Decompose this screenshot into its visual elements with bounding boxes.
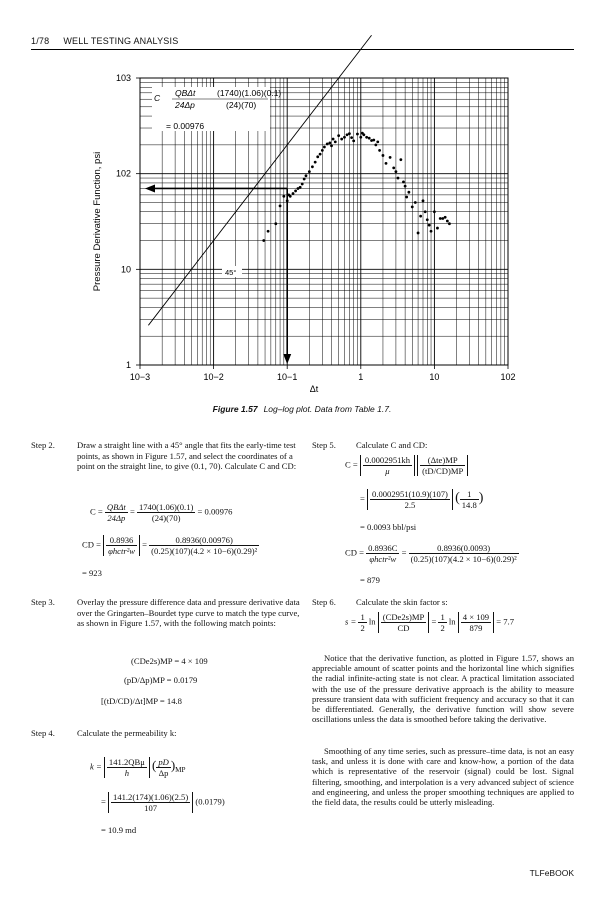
- data-point: [404, 185, 407, 188]
- step-5-number: Step 5.: [312, 440, 336, 450]
- data-point: [340, 138, 343, 141]
- step-6-number: Step 6.: [312, 597, 336, 607]
- eq-k2-den: 107: [144, 803, 158, 813]
- data-point: [385, 162, 388, 165]
- step-2-number: Step 2.: [31, 440, 55, 450]
- data-point: [274, 222, 277, 225]
- match-point-3: [(tD/CD)/Δt]MP = 14.8: [101, 696, 182, 706]
- data-point: [289, 195, 292, 198]
- eq-5a-den: μ: [385, 466, 390, 476]
- data-point: [301, 183, 304, 186]
- equation-CD: [82, 535, 259, 556]
- step-5-text: Calculate C and CD:: [356, 440, 428, 450]
- eq-k-paren-close: ): [170, 757, 176, 773]
- eq-C-num: QBΔt: [106, 502, 126, 512]
- eq-CD-lhs: CD =: [82, 539, 101, 550]
- eq-6-num2: 4 × 109: [462, 612, 490, 622]
- eq-5a-lhs: C =: [345, 459, 358, 470]
- equation-k: [90, 757, 186, 778]
- eq-C-result: = 0.00976: [197, 506, 233, 517]
- data-point: [411, 205, 414, 208]
- figure-caption: [0, 404, 604, 414]
- slope-label: 45°: [225, 268, 237, 277]
- data-point: [305, 174, 308, 177]
- eq-k2-bracket: [108, 792, 193, 813]
- data-point: [407, 191, 410, 194]
- data-point: [436, 227, 439, 230]
- eq-6-half2: [438, 612, 446, 633]
- figure-label: Figure 1.57: [212, 404, 258, 414]
- data-point: [382, 154, 385, 157]
- eq-6-ln2: ln: [448, 616, 456, 627]
- data-point: [426, 218, 429, 221]
- data-point: [441, 217, 444, 220]
- figure-caption-text: Log–log plot. Data from Table 1.7.: [263, 404, 392, 414]
- book-title: WELL TESTING ANALYSIS: [63, 36, 179, 46]
- eq-k-f2den: Δp: [158, 768, 169, 778]
- step-6: [312, 597, 574, 608]
- step-3: [31, 597, 301, 629]
- data-point: [417, 232, 420, 235]
- data-point: [348, 132, 351, 135]
- match-point-1: (CDe2s)MP = 4 × 109: [131, 656, 208, 666]
- step-2: [31, 440, 301, 472]
- eq-5d-frac2: [409, 543, 519, 564]
- data-point: [395, 170, 398, 173]
- data-point: [392, 166, 395, 169]
- data-point: [397, 177, 400, 180]
- equation-C: [90, 502, 232, 523]
- paragraph-1: Notice that the derivative function, as plotted in Figure 1.57, shows an appreciable amount of scatter points and the horizontal line which signifies the radial infinite-acting state is not clear. A practical limitation associated with the use of the pressure derivative approach is the ability to measure pressure transient data with sufficient frequency and accuracy so that it can be differentiated. Generally, the derivative function will show severe oscillations unless the data is smoothed before taking the derivative.: [312, 653, 574, 725]
- data-point: [294, 190, 297, 193]
- data-point: [402, 181, 405, 184]
- data-point: [424, 210, 427, 213]
- eq-6-bracket: [378, 612, 430, 633]
- data-point: [356, 133, 359, 136]
- eq-5d-frac1: [366, 543, 399, 564]
- equation-5b: = $\frac{0.0002951(10.9)(107)}{2.5}$ ( $\frac{1}{14.8}$ ): [360, 489, 484, 510]
- eq-CD-den2: (0.25)(107)(4.2 × 10−6)(0.29)²: [151, 546, 258, 556]
- step-4: [31, 728, 301, 739]
- formula-result: = 0.00976: [166, 121, 205, 131]
- data-point: [446, 220, 449, 223]
- eq-6-result: = 7.7: [496, 616, 515, 627]
- eq-C-den: 24Δp: [107, 513, 126, 523]
- data-point: [389, 156, 392, 159]
- data-point: [321, 149, 324, 152]
- x-axis-label: Δt: [309, 384, 319, 394]
- eq-C-lhs: C =: [90, 506, 103, 517]
- eq-6-den2: 879: [469, 623, 483, 633]
- data-point: [378, 149, 381, 152]
- eq-C-num2: 1740(1.06)(0.1): [138, 502, 194, 512]
- eq-6-den: CD: [397, 623, 410, 633]
- eq-5d-num2: 0.8936(0.0093): [409, 543, 519, 554]
- eq-C-frac2: [137, 502, 195, 523]
- data-point: [372, 139, 375, 142]
- eq-6-lhs: s =: [345, 616, 357, 627]
- eq-k-result: = 10.9 md: [101, 825, 137, 835]
- data-point: [422, 199, 425, 202]
- data-point: [352, 140, 355, 143]
- data-point: [316, 155, 319, 158]
- equation-k-2: = $\frac{141.2(174)(1.06)(2.5)}{107}$ (0.0179): [101, 792, 225, 813]
- eq-6-bracket2: [458, 612, 494, 633]
- x-tick-label: 10−3: [129, 372, 151, 382]
- data-point: [350, 136, 353, 139]
- data-point: [319, 153, 322, 156]
- data-point: [328, 141, 331, 144]
- data-point: [326, 142, 329, 145]
- eq-C-den2: (24)(70): [151, 513, 181, 523]
- eq-CD-frac2: [149, 535, 259, 556]
- formula-top-left: QBΔt: [175, 88, 196, 98]
- eq-6-half2-num: 1: [440, 612, 445, 622]
- eq-k-mp: MP: [175, 766, 186, 775]
- eq-CD-eq: =: [142, 539, 148, 550]
- eq-CD-num2: 0.8936(0.00976): [149, 535, 259, 546]
- match-arrowhead-down: [283, 354, 291, 364]
- data-point: [314, 161, 317, 164]
- eq-5d-den: φhctr²w: [369, 554, 397, 564]
- eq-k-lhs: k =: [90, 761, 102, 772]
- y-tick-label: 10: [120, 264, 131, 275]
- eq-5a-num: 0.0002951kh: [364, 455, 411, 465]
- eq-k2-num: 141.2(174)(1.06)(2.5): [113, 792, 189, 802]
- footer-text: TLFeBOOK: [529, 868, 574, 878]
- y-axis-label: Pressure Derivative Function, psi: [92, 151, 103, 292]
- eq-5b-bracket: [367, 489, 453, 510]
- equation-5a: [345, 455, 468, 476]
- formula-bottom-left: 24Δp: [175, 100, 195, 110]
- data-point: [308, 170, 311, 173]
- eq-5b-f2den: 14.8: [461, 500, 477, 510]
- eq-6-half2-den: 2: [440, 623, 445, 633]
- eq-CD-num: 0.8936: [106, 535, 137, 546]
- eq-k2-tail: (0.0179): [195, 796, 225, 807]
- data-point: [286, 199, 289, 202]
- data-point: [279, 205, 282, 208]
- data-point: [362, 133, 365, 136]
- formula-top-right: (1740)(1.06)(0.1): [217, 88, 282, 98]
- step-3-text: Overlay the pressure difference data and pressure derivative data over the Gringarten–Bourdet type curve to match the type curve, as shown in Figure 1.57, with the following match points:: [77, 597, 300, 629]
- y-tick-label: 1: [125, 360, 131, 370]
- eq-6-half-num: 1: [360, 612, 365, 622]
- data-point: [414, 201, 417, 204]
- step-4-number: Step 4.: [31, 728, 55, 738]
- eq-CD-bracket: [103, 535, 140, 556]
- data-point: [376, 140, 379, 143]
- eq-C-eq: =: [129, 506, 135, 517]
- data-point: [267, 230, 270, 233]
- eq-5d-lhs: CD =: [345, 547, 364, 558]
- eq-6-num: (CDe2s)MP: [382, 612, 425, 622]
- page-number: 1/78: [31, 36, 50, 46]
- data-point: [444, 216, 447, 219]
- eq-k-frac2: [156, 757, 171, 778]
- eq-k-den: h: [124, 768, 130, 778]
- data-point: [368, 137, 371, 140]
- data-point: [399, 158, 402, 161]
- eq-5b-frac2: [460, 489, 479, 510]
- step-2-text: Draw a straight line with a 45° angle that fits the early-time test points, as shown in Figure 1.57, and select the coordinates of a point on the straight line, to give (0.1, 70). Calculate C and CD:: [77, 440, 297, 472]
- y-tick-label: 102: [115, 168, 131, 179]
- x-tick-label: 10−2: [203, 372, 224, 382]
- equation-5c: = 0.0093 bbl/psi: [360, 522, 417, 532]
- step-5: [312, 440, 574, 451]
- eq-CD-result: = 923: [82, 568, 102, 578]
- data-point: [337, 134, 340, 137]
- data-point: [303, 178, 306, 181]
- data-point: [332, 138, 335, 141]
- formula-bottom-right: (24)(70): [226, 100, 257, 110]
- eq-5a-bracket: [360, 455, 415, 476]
- data-point: [334, 140, 337, 143]
- eq-5d-den2: (0.25)(107)(4.2 × 10−6)(0.29)²: [410, 554, 517, 564]
- data-point: [365, 136, 368, 139]
- data-point: [343, 136, 346, 139]
- eq-5b-num: 0.0002951(10.9)(107): [372, 489, 448, 499]
- data-point: [419, 215, 422, 218]
- x-tick-label: 1: [358, 372, 364, 382]
- unit-slope-line: [148, 35, 371, 325]
- eq-6-half: [358, 612, 366, 633]
- data-point: [405, 196, 408, 199]
- step-3-number: Step 3.: [31, 597, 55, 607]
- equation-5e: = 879: [360, 575, 380, 585]
- log-log-chart: [0, 0, 604, 400]
- eq-5b-den: 2.5: [404, 500, 416, 510]
- data-point: [439, 217, 442, 220]
- eq-5d-num: 0.8936C: [368, 543, 398, 553]
- eq-5b-f2num: 1: [460, 489, 479, 500]
- eq-C-frac1: [105, 502, 128, 523]
- eq-6-ln: ln: [368, 616, 376, 627]
- x-tick-label: 102: [500, 372, 516, 382]
- y-tick-label: 103: [115, 73, 131, 83]
- data-point: [292, 192, 295, 195]
- data-point: [433, 210, 436, 213]
- eq-k-paren-open: (: [151, 757, 157, 773]
- eq-k-num: 141.2QBμ: [108, 757, 145, 767]
- paragraph-2: Smoothing of any time series, such as pressure–time data, is not an easy task, and unless it is done with care and know-how, a portion of the data which is representative of the reservoir (signal) could be lost. Signal filtering, smoothing, and interpolation is a very advanced subject of science and engineering, and unless the proper smoothing techniques are applied to the field data, the results could be utterly misleading.: [312, 746, 574, 808]
- x-tick-label: 10: [429, 372, 440, 382]
- eq-k-f2num: pD: [158, 757, 169, 767]
- data-point: [311, 165, 314, 168]
- x-tick-label: 10−1: [277, 372, 298, 382]
- data-point: [299, 186, 302, 189]
- equation-6: s = $\frac{1}{2}$ ln $\frac{\text{(CDe2s)MP}}{CD}$ = $\frac{1}{2}$ ln $\frac{4 \times 109}{879}$ = 7.7: [345, 612, 515, 633]
- step-4-text: Calculate the permeability k:: [77, 728, 177, 738]
- data-point: [430, 230, 433, 233]
- data-point: [330, 144, 333, 147]
- data-point: [262, 239, 265, 242]
- eq-6-half-den: 2: [360, 623, 365, 633]
- equation-5d: CD = $\frac{0.8936C}{\text{φhctr²w}}$ = $\frac{0.8936(0.0093)}{\text{(0.25)(107)(4.2 × 10−6)(0.29)²}}$: [345, 543, 517, 564]
- data-point: [374, 143, 377, 146]
- eq-k-bracket: [104, 757, 150, 778]
- match-arrowhead-left: [145, 184, 155, 192]
- data-point: [359, 136, 362, 139]
- eq-CD-den: φhctr²w: [108, 546, 135, 556]
- data-point: [323, 146, 326, 149]
- data-point: [428, 224, 431, 227]
- eq-5a-bracket2: [417, 455, 468, 476]
- data-point: [282, 195, 285, 198]
- eq-5a-f2num: (Δte)MP: [420, 455, 465, 466]
- data-point: [448, 222, 451, 225]
- eq-5a-f2den: (tD/CD)MP: [422, 466, 464, 476]
- formula-c-label: C: [154, 93, 161, 103]
- step-6-text: Calculate the skin factor s:: [356, 597, 448, 607]
- match-point-2: (pD/Δp)MP = 0.0179: [124, 675, 198, 685]
